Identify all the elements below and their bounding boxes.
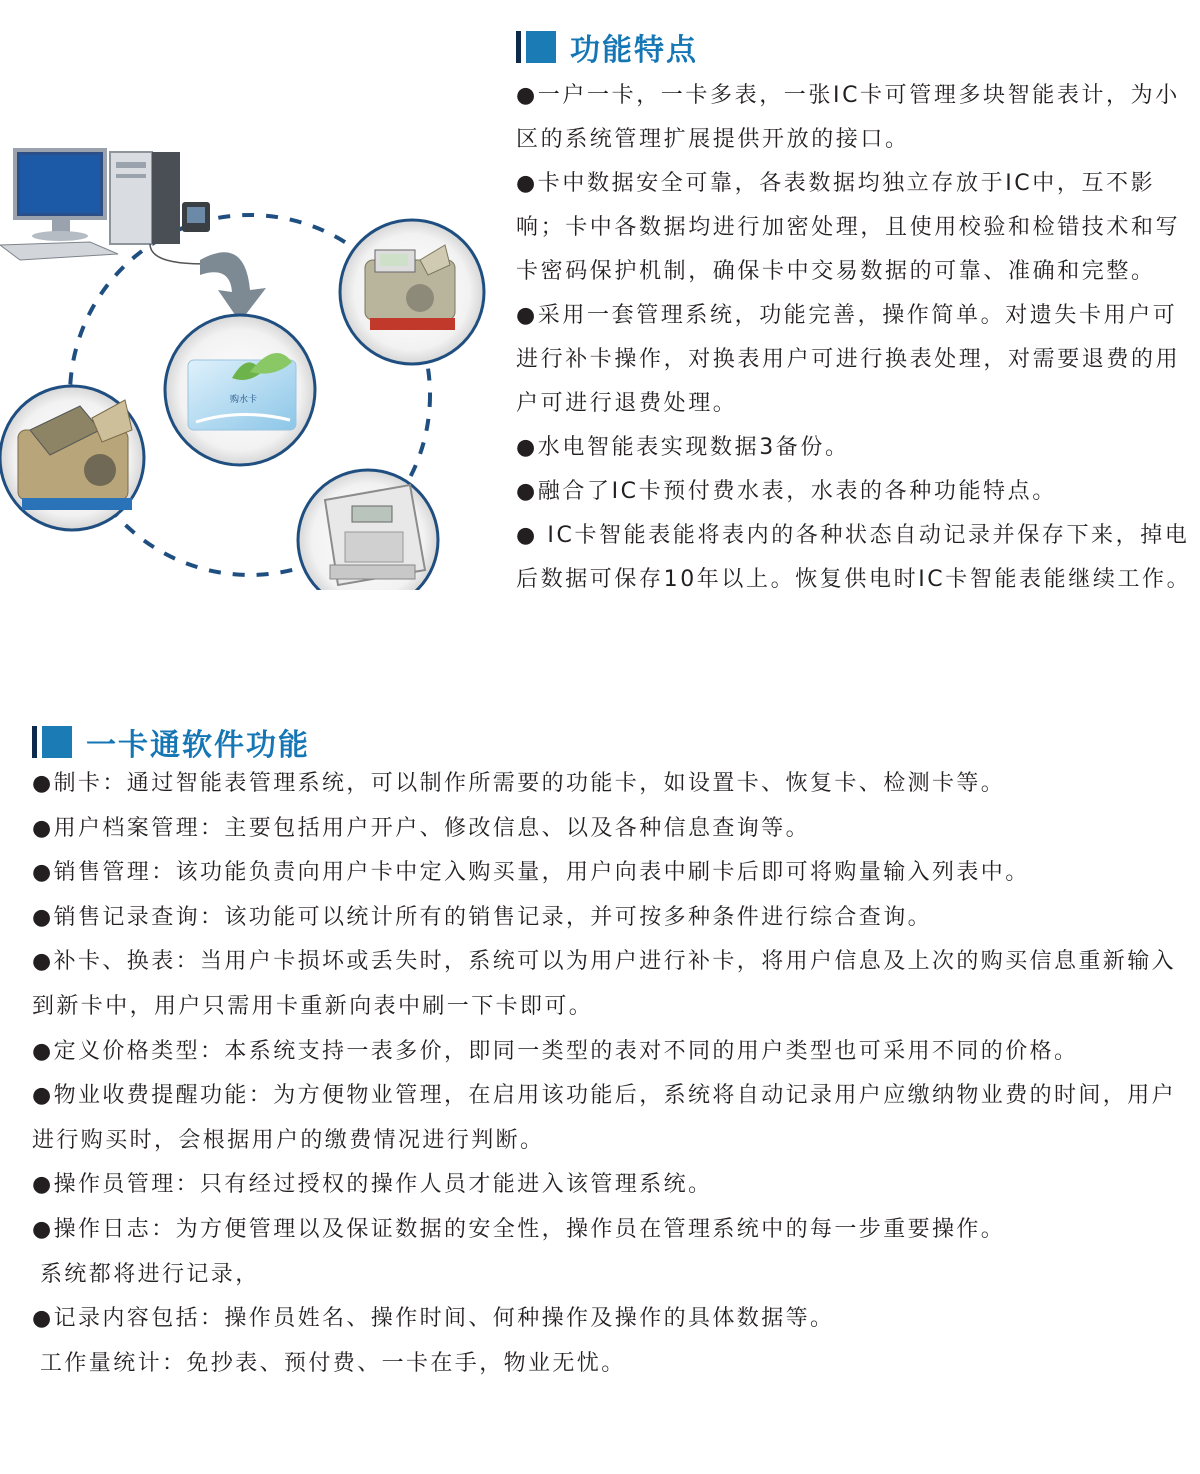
card-label: 购水卡 (230, 395, 258, 405)
list-item: ●定义价格类型：本系统支持一表多价，即同一类型的表对不同的用户类型也可采用不同的价格。 (32, 1038, 1079, 1064)
computer-icon (0, 150, 240, 264)
list-item: 系统都将进行记录， (40, 1261, 260, 1287)
list-item: ●补卡、换表：当用户卡损坏或丢失时，系统可以为用户进行补卡，将用户信息及上次的购买信息重新输入到新卡中，用户只需用卡重新向表中刷一下卡即可。 (32, 949, 1176, 1019)
list-item: ●一户一卡，一卡多表，一张IC卡可管理多块智能表计，为小区的系统管理扩展提供开放的接口。 (516, 83, 1180, 152)
card-circle (165, 315, 315, 465)
list-item: 工作量统计：免抄表、预付费、一卡在手，物业无忧。 (40, 1350, 626, 1376)
list-item: ●物业收费提醒功能：为方便物业管理，在启用该功能后，系统将自动记录用户应缴纳物业费的时间，用户进行购买时，会根据用户的缴费情况进行判断。 (32, 1083, 1176, 1153)
software-functions-list (32, 762, 1200, 1386)
system-illustration (0, 140, 500, 590)
list-item: ●水电智能表实现数据3备份。 (516, 435, 850, 460)
heading-marker-icon (32, 726, 72, 758)
list-item: ●销售记录查询：该功能可以统计所有的销售记录，并可按多种条件进行综合查询。 (32, 904, 932, 930)
list-item: ●记录内容包括：操作员姓名、操作时间、何种操作及操作的具体数据等。 (32, 1306, 835, 1332)
list-item: ●用户档案管理：主要包括用户开户、修改信息、以及各种信息查询等。 (32, 815, 810, 841)
section-heading-features (516, 25, 698, 69)
list-item: ●卡中数据安全可靠，各表数据均独立存放于IC中，互不影响；卡中各数据均进行加密处理，且使用校验和检错技术和写卡密码保护机制，确保卡中交易数据的可靠、准确和完整。 (516, 171, 1181, 284)
arrow-icon (200, 252, 266, 322)
water-meter-circle-left (0, 386, 144, 530)
list-item: ● IC卡智能表能将表内的各种状态自动记录并保存下来，掉电后数据可保存10年以上。恢复供电时IC卡智能表能继续工作。 (516, 523, 1192, 592)
section-title: 一卡通软件功能 (86, 728, 310, 763)
section-heading-software (32, 720, 310, 764)
list-item: ●操作员管理：只有经过授权的操作人员才能进入该管理系统。 (32, 1172, 713, 1198)
section-title: 功能特点 (570, 33, 698, 68)
water-meter-circle (340, 220, 484, 364)
list-item: ●操作日志：为方便管理以及保证数据的安全性，操作员在管理系统中的每一步重要操作。 (32, 1216, 1006, 1242)
list-item: ●融合了IC卡预付费水表，水表的各种功能特点。 (516, 479, 1057, 504)
features-list (516, 74, 1200, 602)
list-item: ●制卡：通过智能表管理系统，可以制作所需要的功能卡，如设置卡、恢复卡、检测卡等。 (32, 771, 1006, 796)
list-item: ●销售管理：该功能负责向用户卡中定入购买量，用户向表中刷卡后即可将购量输入列表中。 (32, 860, 1030, 886)
electric-meter-circle (298, 470, 438, 590)
heading-marker-icon (516, 31, 556, 63)
list-item: ●采用一套管理系统，功能完善，操作简单。对遗失卡用户可进行补卡操作，对换表用户可进行换表处理，对需要退费的用户可进行退费处理。 (516, 303, 1181, 416)
